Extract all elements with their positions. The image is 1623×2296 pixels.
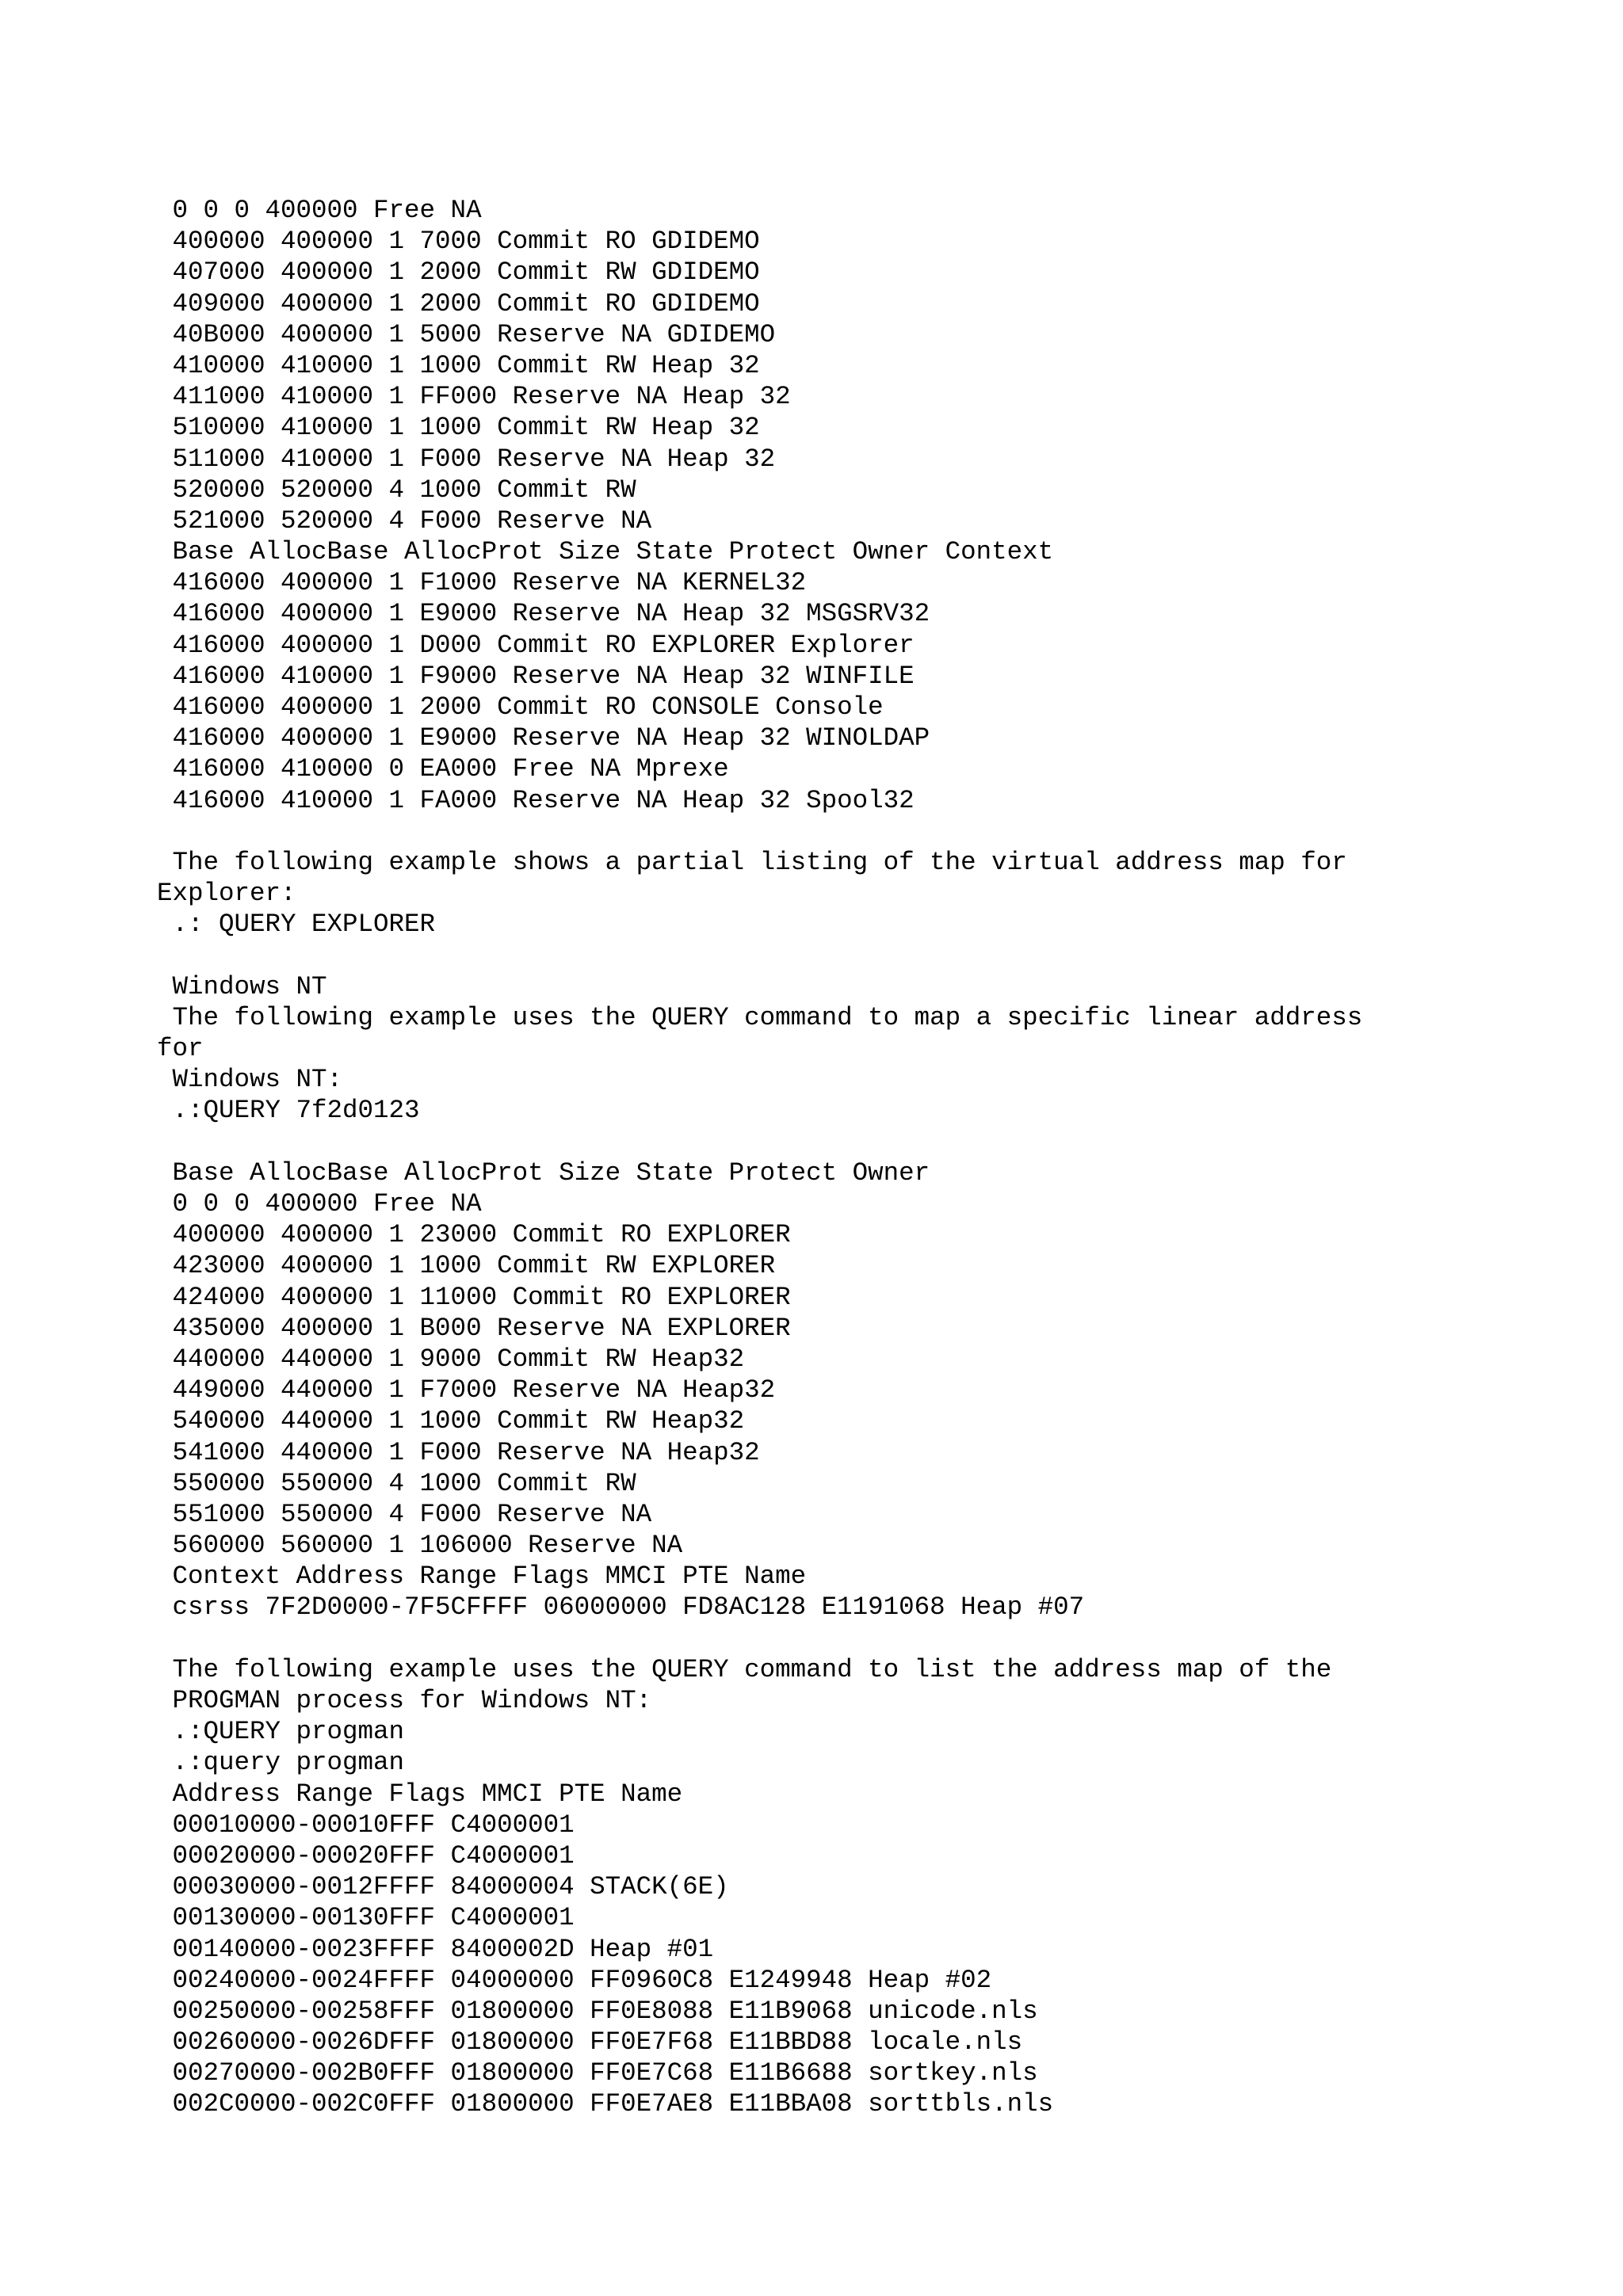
command-line: .:QUERY 7f2d0123 bbox=[157, 1096, 420, 1126]
text-line: 520000 520000 4 1000 Commit RW bbox=[157, 475, 636, 505]
table-header-line: Base AllocBase AllocProt Size State Protect Owner bbox=[157, 1158, 930, 1188]
text-line: 0 0 0 400000 Free NA bbox=[157, 1189, 482, 1219]
paragraph-line: The following example uses the QUERY command to map a specific linear address bbox=[157, 1002, 1363, 1032]
command-line: .: QUERY EXPLORER bbox=[157, 910, 436, 940]
heading-line: Windows NT bbox=[157, 971, 327, 1001]
text-line: 00140000-0023FFFF 8400002D Heap #01 bbox=[157, 1934, 714, 1964]
text-line: csrss 7F2D0000-7F5CFFFF 06000000 FD8AC128 E1191068 Heap #07 bbox=[157, 1592, 1085, 1623]
text-line: 416000 410000 0 EA000 Free NA Mprexe bbox=[157, 754, 729, 784]
text-line: 416000 400000 1 2000 Commit RO CONSOLE Console bbox=[157, 692, 884, 722]
text-line: 0 0 0 400000 Free NA bbox=[157, 196, 482, 225]
document-page bbox=[157, 195, 1599, 2120]
windows-nt-example bbox=[157, 971, 1599, 1127]
blank-line bbox=[157, 940, 1599, 971]
text-line: 416000 400000 1 D000 Commit RO EXPLORER Explorer bbox=[157, 630, 915, 660]
text-line: 407000 400000 1 2000 Commit RW GDIDEMO bbox=[157, 257, 760, 288]
blank-line bbox=[157, 1623, 1599, 1654]
text-line: 416000 400000 1 E9000 Reserve NA Heap 32 WINOLDAP bbox=[157, 723, 930, 753]
explorer-address-map bbox=[157, 1158, 1599, 1623]
text-line: 410000 410000 1 1000 Commit RW Heap 32 bbox=[157, 350, 760, 380]
text-line: 00270000-002B0FFF 01800000 FF0E7C68 E11B6688 sortkey.nls bbox=[157, 2058, 1038, 2088]
text-line: 400000 400000 1 7000 Commit RO GDIDEMO bbox=[157, 227, 760, 257]
table-header-line: Context Address Range Flags MMCI PTE Name bbox=[157, 1562, 807, 1592]
text-line: 440000 440000 1 9000 Commit RW Heap32 bbox=[157, 1344, 745, 1374]
text-line: 511000 410000 1 F000 Reserve NA Heap 32 bbox=[157, 444, 776, 474]
text-line: 423000 400000 1 1000 Commit RW EXPLORER bbox=[157, 1251, 776, 1281]
text-line: 416000 400000 1 F1000 Reserve NA KERNEL32 bbox=[157, 568, 807, 598]
paragraph-line: for bbox=[157, 1034, 204, 1064]
paragraph-line: Explorer: bbox=[157, 879, 296, 909]
text-line: 424000 400000 1 11000 Commit RO EXPLORER bbox=[157, 1282, 791, 1312]
progman-example bbox=[157, 1654, 1599, 2120]
text-line: 00020000-00020FFF C4000001 bbox=[157, 1840, 575, 1871]
text-line: 541000 440000 1 F000 Reserve NA Heap32 bbox=[157, 1437, 760, 1467]
text-line: 00250000-00258FFF 01800000 FF0E8088 E11B9068 unicode.nls bbox=[157, 1996, 1038, 2026]
text-line: 416000 410000 1 FA000 Reserve NA Heap 32 Spool32 bbox=[157, 785, 915, 815]
text-line: 540000 440000 1 1000 Commit RW Heap32 bbox=[157, 1406, 745, 1436]
text-line: 521000 520000 4 F000 Reserve NA bbox=[157, 505, 652, 536]
address-map-listing bbox=[157, 195, 1599, 816]
text-line: 416000 400000 1 E9000 Reserve NA Heap 32 MSGSRV32 bbox=[157, 599, 930, 629]
command-line: .:QUERY progman bbox=[157, 1717, 405, 1747]
text-line: 411000 410000 1 FF000 Reserve NA Heap 32 bbox=[157, 382, 791, 412]
blank-line bbox=[157, 1127, 1599, 1158]
text-line: 560000 560000 1 106000 Reserve NA bbox=[157, 1531, 683, 1561]
text-line: 002C0000-002C0FFF 01800000 FF0E7AE8 E11BBA08 sorttbls.nls bbox=[157, 2089, 1054, 2119]
text-line: 40B000 400000 1 5000 Reserve NA GDIDEMO bbox=[157, 319, 776, 349]
paragraph-line: The following example uses the QUERY command to list the address map of the bbox=[157, 1654, 1332, 1684]
text-line: 00130000-00130FFF C4000001 bbox=[157, 1903, 575, 1933]
blank-line bbox=[157, 816, 1599, 847]
text-line: 00240000-0024FFFF 04000000 FF0960C8 E1249948 Heap #02 bbox=[157, 1965, 992, 1995]
text-line: 435000 400000 1 B000 Reserve NA EXPLORER bbox=[157, 1313, 791, 1343]
text-line: 416000 410000 1 F9000 Reserve NA Heap 32 WINFILE bbox=[157, 661, 915, 691]
text-line: 400000 400000 1 23000 Commit RO EXPLORER bbox=[157, 1220, 791, 1250]
text-line: 551000 550000 4 F000 Reserve NA bbox=[157, 1499, 652, 1529]
text-line: 00010000-00010FFF C4000001 bbox=[157, 1810, 575, 1840]
command-line: .:query progman bbox=[157, 1748, 405, 1778]
text-line: 449000 440000 1 F7000 Reserve NA Heap32 bbox=[157, 1375, 776, 1405]
explorer-example bbox=[157, 847, 1599, 940]
table-header-line: Address Range Flags MMCI PTE Name bbox=[157, 1779, 683, 1809]
text-line: 00260000-0026DFFF 01800000 FF0E7F68 E11BBD88 locale.nls bbox=[157, 2027, 1023, 2058]
table-header-line: Base AllocBase AllocProt Size State Protect Owner Context bbox=[157, 537, 1054, 567]
text-line: 510000 410000 1 1000 Commit RW Heap 32 bbox=[157, 413, 760, 443]
text-line: 00030000-0012FFFF 84000004 STACK(6E) bbox=[157, 1872, 729, 1902]
paragraph-line: Windows NT: bbox=[157, 1065, 343, 1095]
paragraph-line: The following example shows a partial listing of the virtual address map for bbox=[157, 847, 1347, 877]
text-line: 550000 550000 4 1000 Commit RW bbox=[157, 1468, 636, 1498]
text-line: 409000 400000 1 2000 Commit RO GDIDEMO bbox=[157, 288, 760, 318]
paragraph-line: PROGMAN process for Windows NT: bbox=[157, 1686, 652, 1715]
